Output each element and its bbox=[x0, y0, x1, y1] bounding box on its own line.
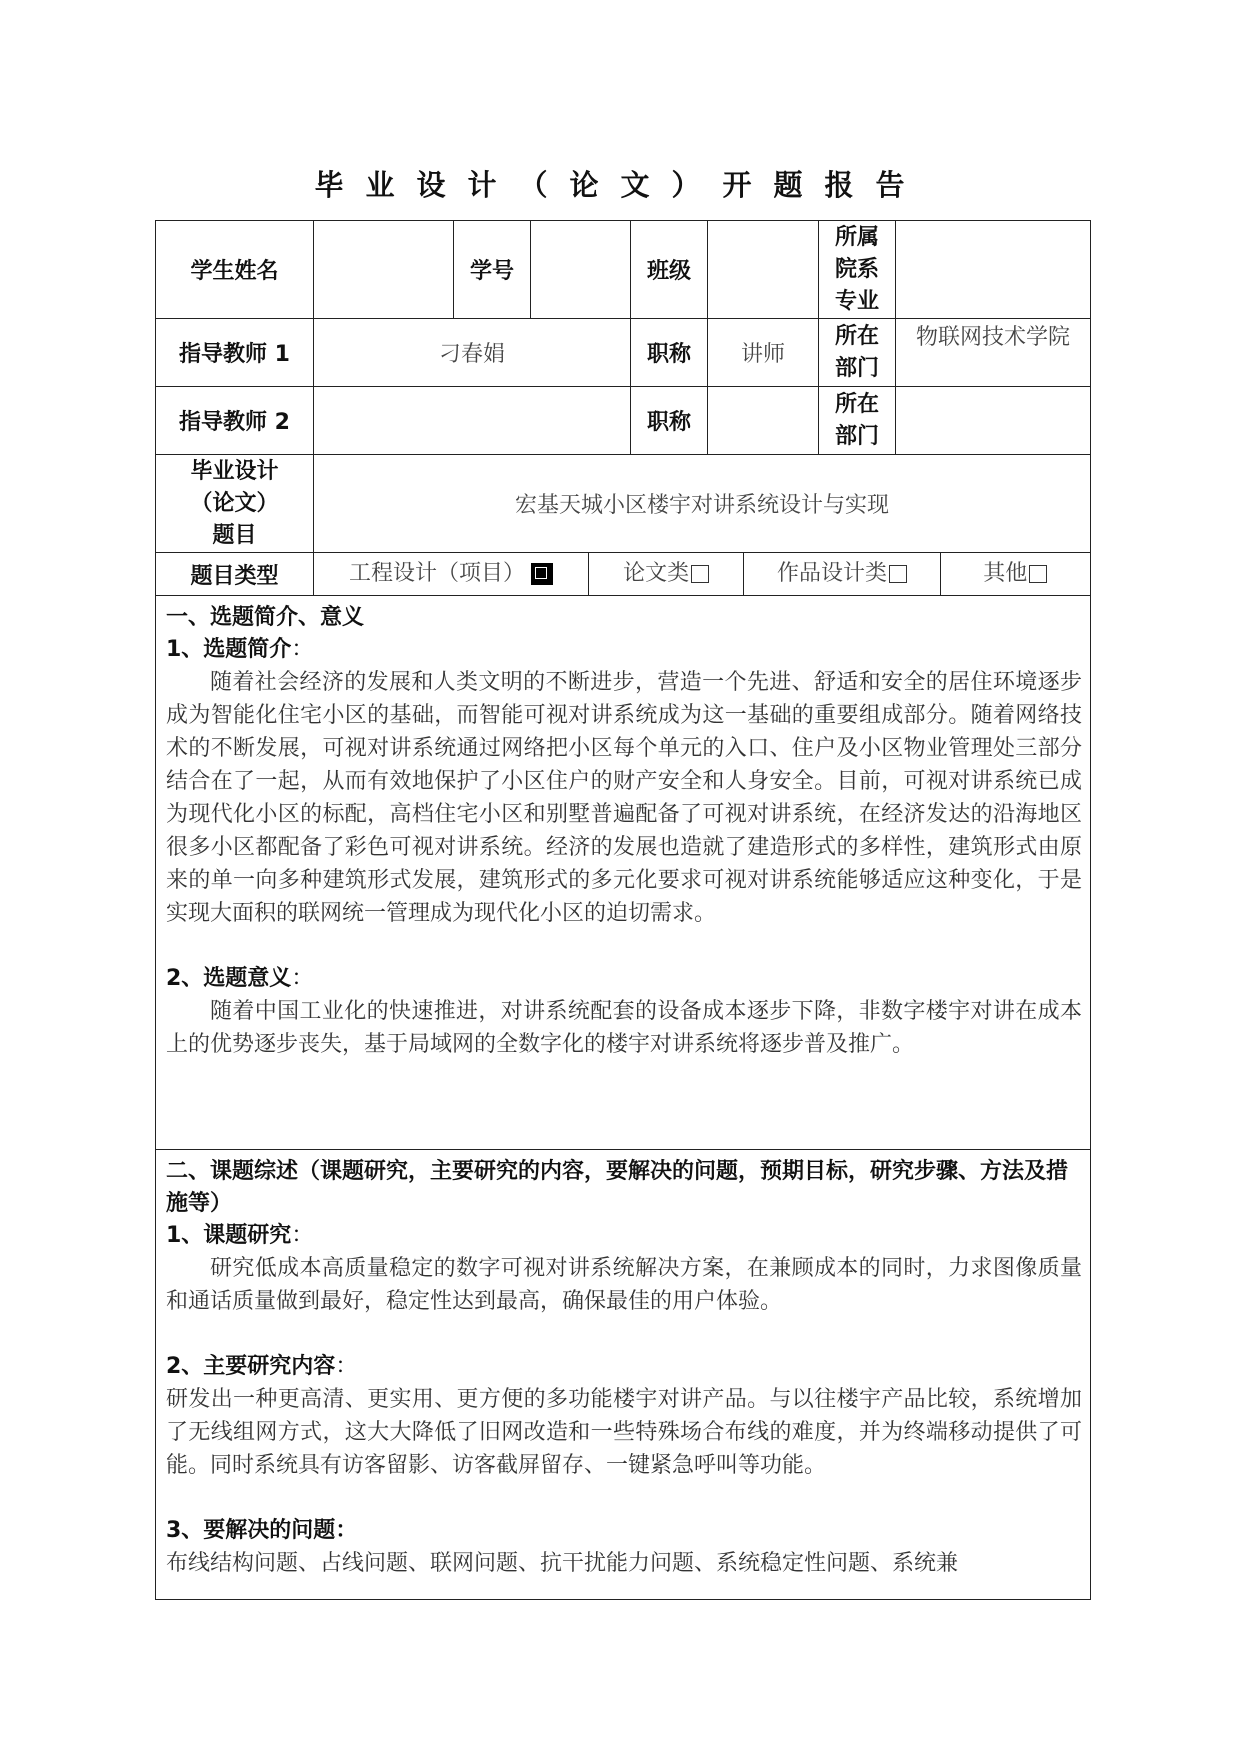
page-title: 毕业设计（论文）开题报告 bbox=[314, 168, 927, 202]
section2-sub1-text: 研究低成本高质量稳定的数字可视对讲系统解决方案，在兼顾成本的同时，力求图像质量和通话质量做到最好，稳定性达到最高，确保最佳的用户体验。 bbox=[166, 1256, 1082, 1314]
checkbox-icon[interactable] bbox=[691, 565, 709, 583]
advisor2-label: 指导教师 2 bbox=[156, 387, 314, 455]
report-table bbox=[155, 220, 1091, 1600]
advisor1-dept-label: 所在部门 bbox=[819, 319, 896, 387]
section1-sub1-text: 随着社会经济的发展和人类文明的不断进步，营造一个先进、舒适和安全的居住环境逐步成为智能化住宅小区的基础，而智能可视对讲系统成为这一基础的重要组成部分。随着网络技术的不断发展，可视对讲系统通过网络把小区每个单元的入口、住户及小区物业管理处三部分结合在了一起，从而有效地保护了小区住户的财产安全和人身安全。目前，可视对讲系统已成为现代化小区的标配，高档住宅小区和别墅普遍配备了可视对讲系统，在经济发达的沿海地区很多小区都配备了彩色可视对讲系统。经济的发展也造就了建造形式的多样性，建筑形式由原来的单一向多种建筑形式发展，建筑形式的多元化要求可视对讲系统能够适应这种变化，于是实现大面积的联网统一管理成为现代化小区的迫切需求。 bbox=[166, 670, 1082, 926]
student-id-field[interactable] bbox=[531, 221, 631, 319]
section2-sub2-heading: 2、主要研究内容： bbox=[166, 1354, 358, 1379]
checkbox-icon[interactable] bbox=[889, 565, 907, 583]
advisor1-title-field[interactable]: 讲师 bbox=[708, 319, 819, 387]
thesis-title-label: 毕业设计（论文）题目 bbox=[156, 455, 314, 553]
type-label: 题目类型 bbox=[156, 553, 314, 596]
student-name-field[interactable] bbox=[314, 221, 454, 319]
advisor1-field[interactable]: 刁春娟 bbox=[314, 319, 631, 387]
advisor1-label: 指导教师 1 bbox=[156, 319, 314, 387]
type-option-thesis[interactable] bbox=[589, 553, 744, 595]
advisor1-dept-field[interactable]: 物联网技术学院 bbox=[896, 319, 1091, 387]
info-row-student bbox=[156, 221, 1091, 319]
student-name-label: 学生姓名 bbox=[156, 221, 314, 319]
section2-sub1-heading: 1、课题研究： bbox=[166, 1223, 314, 1248]
checkbox-checked-icon[interactable] bbox=[531, 563, 553, 585]
type-option-engineering[interactable] bbox=[314, 553, 589, 595]
checkbox-icon[interactable] bbox=[1029, 565, 1047, 583]
type-option-label: 其他 bbox=[983, 561, 1028, 586]
type-option-label: 论文类 bbox=[623, 561, 690, 586]
type-option-label: 工程设计（项目） bbox=[348, 561, 525, 586]
section2-heading: 二、课题综述（课题研究，主要研究的内容，要解决的问题，预期目标，研究步骤、方法及措施等） bbox=[166, 1159, 1069, 1216]
student-id-label: 学号 bbox=[454, 221, 531, 319]
advisor2-title-label: 职称 bbox=[631, 387, 708, 455]
class-field[interactable] bbox=[708, 221, 819, 319]
info-row-thesis-title bbox=[156, 455, 1091, 553]
advisor2-dept-label: 所在部门 bbox=[819, 387, 896, 455]
type-option-other[interactable] bbox=[941, 553, 1090, 595]
dept-major-label: 所属院系专业 bbox=[819, 221, 896, 319]
type-option-work-design[interactable] bbox=[744, 553, 940, 595]
section1-heading: 一、选题简介、意义 bbox=[166, 605, 365, 630]
class-label: 班级 bbox=[631, 221, 708, 319]
section2-sub3-text: 布线结构问题、占线问题、联网问题、抗干扰能力问题、系统稳定性问题、系统兼 bbox=[166, 1551, 959, 1576]
section1-sub2-heading: 2、选题意义： bbox=[166, 966, 314, 991]
advisor1-title-label: 职称 bbox=[631, 319, 708, 387]
advisor2-field[interactable] bbox=[314, 387, 631, 455]
advisor2-title-field[interactable] bbox=[708, 387, 819, 455]
dept-major-field[interactable] bbox=[896, 221, 1091, 319]
info-row-type bbox=[156, 553, 1091, 596]
thesis-title-field[interactable]: 宏基天城小区楼宇对讲系统设计与实现 bbox=[314, 455, 1091, 553]
info-row-advisor1 bbox=[156, 319, 1091, 387]
info-row-advisor2 bbox=[156, 387, 1091, 455]
section2-sub3-heading: 3、要解决的问题： bbox=[166, 1518, 358, 1543]
section1-sub2-text: 随着中国工业化的快速推进，对讲系统配套的设备成本逐步下降，非数字楼宇对讲在成本上的优势逐步丧失，基于局域网的全数字化的楼宇对讲系统将逐步普及推广。 bbox=[166, 999, 1082, 1057]
section-overview bbox=[156, 1150, 1091, 1600]
section2-sub2-text: 研发出一种更高清、更实用、更方便的多功能楼宇对讲产品。与以往楼宇产品比较，系统增加了无线组网方式，这大大降低了旧网改造和一些特殊场合布线的难度，并为终端移动提供了可能。同时系统具有访客留影、访客截屏留存、一键紧急呼叫等功能。 bbox=[166, 1387, 1082, 1478]
type-options bbox=[314, 553, 1091, 596]
section1-sub1-heading: 1、选题简介： bbox=[166, 637, 314, 662]
type-option-label: 作品设计类 bbox=[776, 561, 887, 586]
section-intro bbox=[156, 596, 1091, 1150]
advisor2-dept-field[interactable] bbox=[896, 387, 1091, 455]
